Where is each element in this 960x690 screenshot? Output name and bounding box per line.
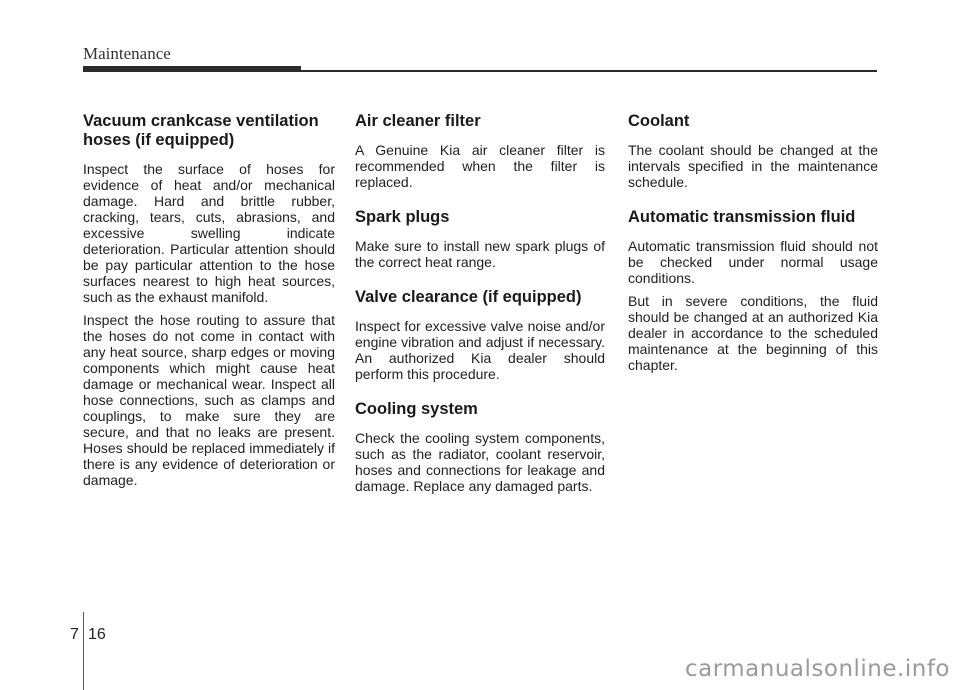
footer-divider (83, 612, 84, 690)
paragraph: Inspect the surface of hoses for evidence of heat and/or mechanical damage. Hard and brittle rubber, cracking, tears, cuts, abrasions, and excessive swelling indicate deterioration. Particular attention should be pay particular attention to the hose surfaces nearest to high heat sources, such as the exhaust manifold. (83, 161, 335, 305)
heading-valve-clearance: Valve clearance (if equipped) (355, 288, 582, 306)
heading-cooling-system: Cooling system (355, 400, 478, 418)
paragraph: Inspect the hose routing to assure that the hoses do not come in contact with any heat source, sharp edges or moving components which might cause heat damage or mechanical wear. Inspect all hose connections, such as clamps and couplings, to make sure they are secure, and that no leaks are present. Hoses should be replaced immediately if there is any evidence of deterioration or damage. (83, 312, 335, 488)
paragraph: Check the cooling system components, such as the radiator, coolant reservoir, hoses and connections for leakage and damage. Replace any damaged parts. (355, 430, 605, 494)
chapter-number: 7 (70, 626, 79, 643)
column-3 (628, 112, 878, 380)
page-number: 16 (88, 626, 106, 643)
heading-coolant: Coolant (628, 112, 690, 130)
header-rule-thick (83, 66, 301, 72)
heading-automatic-transmission-fluid: Automatic transmission fluid (628, 208, 856, 226)
heading-spark-plugs: Spark plugs (355, 208, 450, 226)
column-2 (355, 112, 605, 501)
paragraph: Inspect for excessive valve noise and/or engine vibration and adjust if necessary. An authorized Kia dealer should perform this procedure. (355, 318, 605, 382)
watermark-link[interactable]: carmanualsonline.info (684, 656, 950, 682)
paragraph: The coolant should be changed at the intervals specified in the maintenance schedule. (628, 142, 878, 190)
heading-vacuum-crankcase-hoses: Vacuum crankcase ventilation hoses (if equipped) (83, 112, 319, 149)
page-header-title: Maintenance (83, 44, 171, 63)
header-rule-thin (301, 70, 877, 72)
paragraph: Automatic transmission fluid should not be checked under normal usage conditions. (628, 238, 878, 286)
paragraph: A Genuine Kia air cleaner filter is recommended when the filter is replaced. (355, 142, 605, 190)
paragraph: But in severe conditions, the fluid should be changed at an authorized Kia dealer in accordance to the scheduled maintenance at the beginning of this chapter. (628, 293, 878, 373)
column-1 (83, 112, 335, 495)
paragraph: Make sure to install new spark plugs of the correct heat range. (355, 238, 605, 270)
heading-air-cleaner-filter: Air cleaner filter (355, 112, 481, 130)
